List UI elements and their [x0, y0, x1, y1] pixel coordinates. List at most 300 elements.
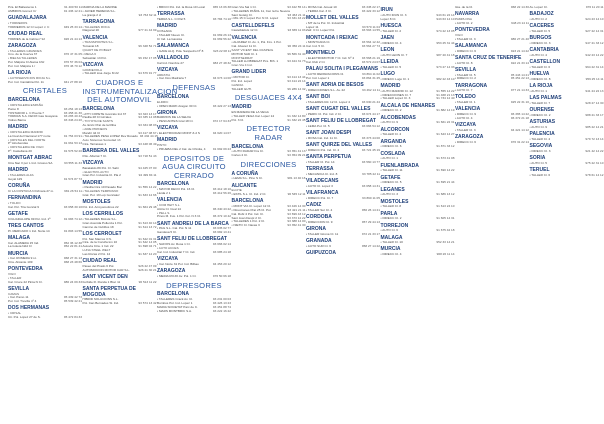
entry-name: • TALLER Cl. 2 [380, 28, 402, 33]
entry-name: Pamo 8 [8, 106, 19, 111]
city-heading: TOLEDO [455, 94, 476, 101]
listing-line: GANDIA [231, 82, 244, 87]
entry-name: • TALLER VEGA Cal. Lopez 14 [231, 113, 275, 118]
listing-entry [530, 174, 604, 178]
entry-phone: 93 564 27 73 [361, 44, 380, 49]
entry-name: • TALLER Cl. 6 [529, 172, 551, 177]
entry-name: • TALLERES PESA LOPEZ Rev Rosado [82, 134, 138, 139]
entry-name: Autovía Ctra. 1 Ind. 22 [82, 244, 114, 249]
entry-name: • DIRECC Lugo Cl. 1 [380, 76, 410, 81]
city-heading: SEVILLA [8, 285, 30, 292]
entry-phone: 93 412 56 26 [212, 191, 231, 196]
city-heading: TARRAGONA [455, 82, 488, 89]
listing-entry [8, 218, 82, 222]
entry-phone: 94 673 14 00 [212, 76, 231, 81]
entry-name: • Pasilla Ctra 10 Pasado Boc [82, 185, 123, 190]
entry-name: Pº Alcobendas [8, 141, 29, 146]
listing-line: • TRANSPORTES S.L. [82, 40, 114, 45]
entry-name: • TALLERES BALLE S.L. [82, 217, 117, 222]
city-heading: LA RIOJA [529, 83, 553, 90]
entry-name: • PERIC Cl. Pol. Ind. 2 Cl. [306, 111, 342, 116]
city-heading: ALCORCON [380, 126, 410, 133]
entry-phone: 96 356 24 11 [287, 44, 306, 49]
listing-entry [83, 253, 157, 257]
listing-entry [232, 177, 306, 181]
entry-phone: 93 568 21 19 [361, 56, 380, 61]
listing-line: • ELECTRO-AUTO [82, 169, 109, 174]
entry-name: C/ LA COSTUCA N D/mara 27 m. [8, 188, 55, 193]
listing-entry [530, 6, 604, 10]
entry-phone: 956 26 14 21 [361, 207, 380, 212]
listing-entry [455, 101, 529, 105]
entry-name: BARRIOS DE LA SELVA [157, 115, 191, 120]
city-heading: JAEN [380, 35, 394, 42]
entry-phone: 94 453 20 12 [212, 261, 231, 266]
listing-entry [530, 102, 604, 106]
entry-name: MOTOR SAD Cl. 1 [231, 51, 258, 56]
entry-phone: 91 675 42 18 [436, 228, 455, 233]
city-heading: GUIPUZCOA [306, 249, 336, 256]
entry-phone: 923 22 08 11 [213, 48, 231, 53]
entry-name: Barakaldo 89 Pol. Cl. Sabi [82, 165, 119, 170]
entry-name: Cal. Cruce 22 Pinta N Cl. [8, 279, 43, 284]
city-heading: LEON [380, 47, 395, 54]
entry-phone: 93 422 55 14 [287, 5, 306, 9]
entry-phone: 91 683 74 12 [63, 216, 82, 221]
entry-name: • DIRECC Cl. 3 [529, 40, 551, 45]
entry-name: • DIRECCIONES S.L. Av. 22 [306, 87, 345, 92]
section-heading: DEPOSITOS DE AGUA CIRCUITO CERRADO [162, 153, 226, 180]
entry-phone: 91 613 40 14 [138, 220, 157, 225]
entry-phone: 972 17 64 33 [212, 119, 231, 124]
listing-line: PINTO [157, 143, 167, 148]
listing-entry [455, 89, 529, 93]
entry-name: • DIRECC Cl. 4 [380, 40, 402, 45]
city-heading: ALCOBENDAS [380, 114, 416, 121]
entry-phone: 94 679 91 77 [138, 71, 157, 76]
entry-phone: 93 373 44 00 [361, 135, 380, 140]
entry-phone: 986 24 09 33 [63, 279, 82, 284]
city-heading: VALENCIA [231, 34, 257, 41]
listing-entry [8, 261, 82, 265]
city-heading: SANT FELIU DE LLOBREGAT [306, 117, 376, 124]
listing-entry [157, 50, 231, 54]
city-heading: SANT ADRIA DE BESOS [306, 81, 364, 88]
city-heading: GETAFE [380, 174, 401, 181]
entry-phone: 91 574 87 73 [63, 176, 82, 181]
listing-line: CAMAS [8, 291, 20, 296]
listing-entry [381, 54, 455, 58]
entry-name: Iturbide R. Ronda 1 Bloc 11 [82, 279, 121, 284]
entry-name: Pol. Can Bernades Sl. Ind. [82, 301, 119, 306]
entry-name: Cal Ind. Nombre 27 [157, 60, 184, 65]
city-heading: BARCELONA [8, 97, 40, 104]
listing-entry [530, 54, 604, 58]
entry-phone: 926 21 30 21 [138, 267, 157, 272]
entry-name: Pol. Malpica Cl Alama 1Nz [8, 59, 45, 64]
listing-entry [306, 61, 380, 65]
entry-name: Ctra. de la Coruña km 10 [82, 240, 118, 245]
entry-name: Lopez 11 [306, 24, 319, 29]
entry-name: • TALLER Girona Cl. 11 [306, 231, 339, 236]
city-heading: VIZCAYA [455, 122, 477, 129]
listing-line: VIGO [455, 32, 463, 37]
entry-name: TERRA S.L. Cl Pal 5 [157, 16, 186, 21]
listing-entry [157, 77, 231, 81]
entry-phone: 91 669 56 22 [212, 36, 231, 41]
entry-phone: 93 718 51 43 [138, 153, 157, 158]
entry-name: Pol. Ind. Lopez 1 [306, 75, 330, 80]
entry-name: • TALLER Cl. 7 [529, 100, 551, 105]
city-heading: COSLADA [380, 150, 406, 157]
entry-name: • TALLERES Rd. 12 Cl. Lopez 4 [306, 99, 350, 104]
listing-entry [157, 275, 231, 279]
entry-phone: 91 803 14 55 [63, 228, 82, 233]
entry-phone: 988 21 33 17 [585, 112, 604, 117]
entry-phone: 93 666 02 14 [212, 242, 231, 247]
listing-entry [530, 150, 604, 154]
city-heading: CORDOBA [306, 213, 332, 220]
city-heading: ARGANDA [380, 138, 407, 145]
entry-phone: 91 556 14 22 [138, 185, 157, 190]
entry-name: • ROSA Cal. Ameal 10 [306, 5, 337, 9]
entry-phone: 93 682 13 41 [212, 230, 231, 235]
entry-phone: 978 61 14 12 [585, 172, 604, 177]
listing-entry [455, 62, 529, 66]
listing-line: • TOYOTA DE SANTS [82, 119, 113, 124]
listing-line: QUART DE POBLET [82, 47, 112, 52]
listing-entry [157, 38, 231, 42]
entry-name: Cal. ALAMEDA 15 Ind. [8, 240, 40, 245]
entry-name: Cal. Ind. Industrial 7 Cl. Ind. [157, 249, 196, 254]
listing-entry [8, 26, 82, 30]
city-heading: BARCELONA [157, 181, 189, 188]
entry-name: • DIRECC Pol. Cl. 7 [306, 195, 334, 200]
listing-entry [8, 81, 82, 85]
city-heading: SANT VICENT DEN [82, 273, 128, 280]
entry-phone: 93 785 22 11 [362, 171, 380, 176]
entry-phone: 91 642 01 31 [138, 236, 157, 241]
entry-name: • MECANICA Cl. Ind. 8 [306, 171, 338, 176]
entry-name: • AUTO Cl. Lopez 3 [306, 183, 333, 188]
listing-entry [455, 6, 529, 10]
section-heading: CRISTALES [22, 86, 68, 96]
entry-phone: 93 570 11 04 [362, 24, 380, 29]
entry-name: Pol. San Marcos 3 N. [82, 236, 112, 241]
entry-phone: 93 462 14 11 [362, 87, 380, 92]
listing-line: • MEGA 6 [82, 51, 96, 56]
listing-entry [381, 205, 455, 209]
entry-phone: 96 513 11 22 [138, 279, 157, 284]
city-heading: LEGANES [380, 186, 405, 193]
city-heading: HUELVA [529, 71, 550, 78]
entry-name: Pdo. Alfarrat 7 Cl. [82, 153, 107, 158]
entry-name: • ELECTROMOTOR 7 Cl. Ind. Nº 4 [306, 56, 355, 61]
listing-entry [381, 97, 455, 101]
city-heading: BARCELONA [231, 198, 264, 205]
entry-name: • TALLER Cl. 3 [455, 128, 476, 133]
listing-entry [8, 230, 82, 234]
entry-name: Pza. El Ballesteros 1 [8, 5, 37, 9]
city-heading: ZARAGOZA [455, 134, 484, 141]
city-heading: PALENCIA [529, 131, 555, 138]
city-heading: VIZCAYA [157, 125, 179, 132]
listing-entry [157, 18, 231, 22]
entry-name: Gta. de la Cl. [455, 5, 474, 9]
city-heading: TRES CANTOS [8, 222, 44, 229]
city-heading: SALAMANCA [455, 42, 488, 49]
entry-phone: 96 372 21 18 [510, 116, 529, 121]
listing-entry [157, 6, 231, 10]
entry-phone: 976 31 22 14 [510, 140, 529, 145]
city-heading: ALCALA DE HENARES [380, 102, 436, 109]
listing-line: • AUTOSERVICIOS RIOJA S.L [8, 75, 51, 80]
entry-phone: 96 545 12 11 [287, 192, 306, 197]
city-heading: MOLLET DEL VALLES [306, 14, 359, 21]
entry-name: • DIRECC Cl. 2 [455, 76, 477, 81]
listing-line: ELCHE [231, 188, 242, 193]
entry-name: • DIRECC Cl. 6 [380, 144, 402, 149]
listing-entry [455, 129, 529, 133]
city-heading: NAVARRA [455, 11, 480, 18]
city-heading: LOS CERRILLOS [82, 211, 124, 218]
entry-name: Av. Lopez Cl. [529, 5, 548, 9]
city-heading: A CORUÑA [231, 170, 259, 177]
section-heading: DETECTOR RADAR [246, 124, 291, 142]
entry-name: Pº. Castellana 20 [8, 149, 32, 154]
listing-line: • CRISTALES DEL NORTE [8, 137, 46, 142]
listing-entry [381, 217, 455, 221]
city-heading: MOSTOLES [82, 199, 111, 206]
entry-phone: 941 27 88 10 [63, 79, 82, 84]
entry-name: • AUTO Cl. 3 [380, 192, 399, 197]
entry-phone: 94 499 84 11 [138, 173, 157, 178]
entry-phone: 95 451 22 13 [510, 76, 529, 81]
city-heading: MALAGA [380, 234, 403, 241]
city-heading: MONTMELO [306, 50, 336, 57]
listing-entry [530, 90, 604, 94]
city-heading: CORUÑA [8, 183, 30, 190]
entry-phone: 93 463 21 11 [287, 12, 306, 17]
listing-entry [306, 209, 380, 213]
listing-line: • CRISTALERIA ESPAÑA [8, 102, 44, 107]
entry-phone: 93 334 08 03 [138, 122, 157, 127]
entry-name: Av. Enric Prat de la Riba [82, 122, 116, 127]
listing-line: SANT VICENT DEL RASPEIG [231, 47, 274, 52]
entry-phone: 91 643 14 27 [436, 132, 455, 137]
entry-name: • AUTO Cl. 8 [455, 60, 473, 65]
listing-entry [157, 132, 231, 136]
entry-phone: 91 686 13 12 [436, 192, 455, 197]
entry-phone: 968 26 11 14 [436, 252, 455, 257]
listing-line: LUNA STEEL WELT [82, 247, 111, 252]
entry-name: Pol. 3 Cl. [231, 117, 245, 122]
entry-name: La granja 2 cl [82, 12, 102, 17]
entry-name: Mandri 44 Cl [82, 130, 101, 135]
entry-phone: 968 22 14 30 [510, 5, 529, 9]
entry-name: Gandesa 5 Cl. [157, 230, 177, 235]
city-heading: MALAGA [8, 234, 30, 241]
entry-name: Lleida 2 1 [157, 191, 171, 196]
entry-name: • DIRECC Cl. 9 [455, 112, 477, 117]
entry-phone: 91 332 22 45 [287, 117, 306, 122]
listing-entry [381, 30, 455, 34]
entry-phone: 95 439 42 73 [63, 295, 82, 300]
entry-phone: 975 22 31 10 [585, 160, 604, 165]
entry-phone: 986 27 21 40 [510, 36, 529, 41]
entry-name: • AUTO RADAR Fra Cl. [231, 149, 264, 154]
listing-entry [530, 42, 604, 46]
entry-phone: 981 26 54 11 [64, 188, 82, 193]
entry-phone: 93 890 11 05 [362, 195, 380, 200]
city-heading: VIZCAYA [157, 66, 179, 73]
entry-phone: 93 346 24 20 [63, 118, 82, 123]
city-heading: VALENCIA [157, 197, 183, 204]
entry-name: Cal. Alvarez 11 Cl. [231, 44, 257, 49]
entry-phone: 93 593 14 55 [361, 28, 380, 33]
entry-name: • TALLER Cl. 11 [380, 168, 403, 173]
entry-name: • ESTIL S.L. Cl. Ind. 2 Cl. [231, 192, 267, 197]
entry-name: Cal. Rubí 4 Pol. Ind. Cl. [231, 211, 264, 216]
city-heading: BARCELONA [231, 143, 264, 150]
entry-phone: 93 658 14 31 [361, 183, 380, 188]
listing-entry [306, 185, 380, 189]
entry-name: • AUTO Cl. 2 [455, 20, 473, 25]
entry-name: • TALLER Cl. Pol. 14 [306, 159, 335, 164]
entry-phone: 952 36 12 38 [63, 240, 82, 245]
entry-name: • DIRECC Cl. 6 [455, 48, 477, 53]
entry-phone: 91 698 04 71 [138, 244, 157, 249]
entry-phone: 977 21 14 33 [510, 88, 529, 93]
section-heading: DESGUACES 4X4 [234, 93, 303, 103]
entry-name: • TALLER Cl. 4 [380, 132, 402, 137]
entry-name: • AUTO Cl. 9 [529, 124, 548, 129]
entry-name: Ctra Nac II por L Ind. Grosso SA [8, 161, 53, 166]
listing-entry [8, 65, 82, 69]
city-heading: MOSTOLES [380, 198, 409, 205]
entry-phone: 943 63 14 10 [436, 16, 455, 21]
listing-entry [83, 14, 157, 18]
city-heading: SEGOVIA [529, 143, 553, 150]
entry-name: • AUTO Cl. 5 [529, 160, 548, 165]
listing-entry [381, 66, 455, 70]
entry-name: • LEMA S.L. Pino S Cl. [231, 176, 263, 181]
entry-phone: 93 417 08 67 [138, 130, 157, 135]
entry-phone: 96 566 31 40 [287, 51, 306, 56]
entry-phone: 985 22 14 21 [585, 124, 604, 129]
entry-phone: 942 23 14 22 [585, 52, 604, 57]
entry-name: La Goleta Ndd C/ [8, 244, 32, 249]
city-heading: GETAFE [8, 210, 28, 217]
listing-entry [306, 89, 380, 93]
listing-line: • AIRE PIRINEOS [82, 126, 108, 131]
entry-phone: 91 669 26 13 [212, 32, 231, 37]
entry-name: Pol. Ind. Trevilla nº 4 [8, 299, 37, 304]
listing-entry [455, 77, 529, 81]
entry-name: • TALLER Cl. 3 [455, 36, 476, 41]
entry-phone: 95 539 42 21 [63, 299, 82, 304]
entry-phone: 922 21 33 14 [510, 60, 529, 65]
city-heading: VIZCAYA [82, 61, 104, 68]
entry-name: MARIA SOCIETAT Parc de C. [157, 304, 198, 309]
city-heading: SALAMANCA [157, 42, 190, 49]
entry-name: Cal. Pol. Tria Gonzal 9 [8, 204, 39, 209]
city-heading: MADRID [8, 167, 28, 174]
entry-name: • TALLER Cl. 10 [380, 240, 403, 245]
entry-phone: 95 472 84 33 [63, 315, 82, 320]
city-heading: GRAND LIDER [231, 69, 267, 76]
city-heading: IRUN [380, 7, 393, 14]
city-heading: PONTEVEDRA [8, 266, 43, 273]
entry-name: Cno. de la Cuerva 37 [8, 52, 38, 57]
city-heading: FERNANDINA [8, 195, 42, 201]
entry-phone: 925 22 31 10 [510, 100, 529, 105]
listing-entry [157, 251, 231, 255]
entry-name: • AUTO LEON Cl. 7 [380, 52, 408, 57]
city-heading: GIRONA [306, 225, 326, 232]
city-heading: VILAFRANCA [306, 189, 339, 196]
entry-name: • TALLERES Crack Av. Cl. [157, 297, 193, 302]
entry-name: • DIRECCION Cl. 9 [306, 219, 333, 224]
entry-phone: 94 425 07 00 [138, 165, 157, 170]
listing-entry [157, 120, 231, 124]
entry-phone: 96 152 17 05 [138, 55, 157, 60]
entry-phone: 91 871 33 12 [436, 144, 455, 149]
listing-line: • AUTO ACCES [157, 245, 179, 250]
listing-entry [8, 119, 82, 123]
listing-line: • BIELSA TALLERES [8, 56, 37, 61]
entry-name: • AUTO Cl. 4 [529, 52, 548, 57]
entry-name: Pinos M. Fus. 1 Pol. Fol. N 3 Cl. [157, 214, 202, 219]
listing-entry [8, 190, 82, 194]
entry-name: Sant Joan Despí 2 Cl. [231, 215, 262, 220]
entry-phone: 93 665 11 03 [287, 28, 306, 33]
listing-entry [381, 109, 455, 113]
city-heading: ZARAGOZA [157, 267, 186, 274]
entry-phone: 91 637 12 20 [138, 251, 157, 256]
entry-name: Lopez 8 Cl. [380, 16, 397, 21]
city-heading: BARCELONA [157, 291, 189, 298]
city-heading: LA RIOJA [8, 69, 32, 76]
listing-line: • CRISTALERIA MADRID [8, 130, 43, 135]
entry-phone: 977 21 44 99 [138, 28, 157, 33]
city-heading: BADAJOZ [529, 11, 554, 18]
city-heading: VALENCIA [455, 106, 481, 113]
city-heading: SANT ANDREU DE LA BARCA [157, 220, 229, 227]
entry-name: • TALLER Cl. 5 [380, 64, 402, 69]
entry-name: • DIRECC Pol. Ind. Cl. 2 [306, 147, 340, 152]
entry-name: COSLADA [157, 28, 172, 33]
entry-phone: 91 690 14 22 [436, 168, 455, 173]
city-heading: HUESCA [380, 23, 402, 30]
entry-name: • Cal. Dos Madraza 7 [157, 76, 187, 81]
listing-entry [381, 145, 455, 149]
entry-name: • PESCANTES Gral 18 Cl. [157, 119, 194, 124]
listing-entry [455, 38, 529, 42]
entry-phone: 96 348 52 71 [138, 44, 157, 49]
entry-name: Gran Pol. Industria Cl. Pla 2 [82, 173, 121, 178]
city-heading: LUGO [380, 71, 395, 78]
entry-name: • MARS MONTBRIC S.A. [157, 308, 192, 313]
entry-name: • Cal. Norte 31 Pol. Ind. Bilbao [157, 261, 199, 266]
entry-phone: 921 42 14 22 [585, 148, 604, 153]
city-heading: MONTCADA I REIXAC [306, 34, 359, 41]
entry-phone: 96 365 14 22 [510, 112, 529, 117]
entry-name: • DIRECC Cl. 8 [529, 76, 551, 81]
listing-entry [381, 169, 455, 173]
listing-line: ELDRIC [157, 99, 169, 104]
city-heading: SANT BOI [306, 93, 330, 100]
